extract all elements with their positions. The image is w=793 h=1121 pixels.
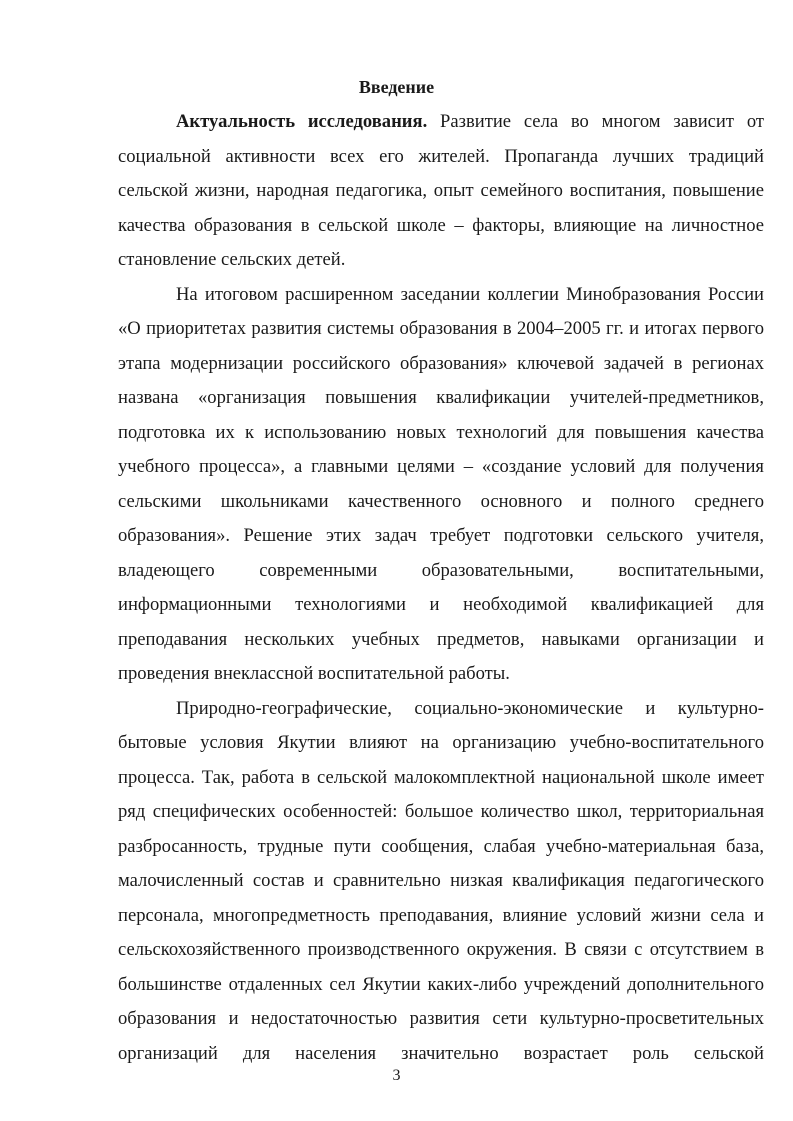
paragraph-text: Развитие села во многом зависит от социальной активности всех его жителей. Пропаганда лучших традиций сельской жизни, народная педагогика, опыт семейного воспитания, повышение качества образования в сельской школе – факторы, влияющие на личностное становление сельских детей.: [118, 111, 764, 270]
page-number: 3: [392, 1067, 401, 1084]
paragraph-relevance: [118, 105, 764, 278]
paragraph-lead: Актуальность исследования.: [176, 111, 428, 132]
paragraph-ministry: [118, 278, 764, 692]
body-text: [118, 105, 764, 1071]
paragraph-text: Природно-географические, социально-экономические и культурно-бытовые условия Якутии влияют на организацию учебно-воспитательного процесса. Так, работа в сельской малокомплектной национальной школе имеет ряд специфических особенностей: большое количество школ, территориальная разбросанность, трудные пути сообщения, слабая учебно-материальная база, малочисленный состав и сравнительно низкая квалификация педагогического персонала, многопредметность преподавания, влияние условий жизни села и сельскохозяйственного производственного окружения. В связи с отсутствием в большинстве отдаленных сел Якутии каких-либо учреждений дополнительного образования и недостаточностью развития сети культурно-просветительных организаций для населения значительно возрастает роль сельской: [118, 697, 764, 1064]
paragraph-yakutia: [118, 692, 764, 1072]
section-heading: Введение: [358, 77, 435, 97]
paragraph-text: На итоговом расширенном заседании коллегии Минобразования России «О приоритетах развития системы образования в 2004–2005 гг. и итогах первого этапа модернизации российского образования» ключевой задачей в регионах названа «организация повышения квалификации учителей-предметников, подготовка их к использованию новых технологий для повышения качества учебного процесса», а главными целями – «создание условий для получения сельскими школьниками качественного основного и полного среднего образования». Решение этих задач требует подготовки сельского учителя, владеющего современными образовательными, воспитательными, информационными технологиями и необходимой квалификацией для преподавания нескольких учебных предметов, навыками организации и проведения внеклассной воспитательной работы.: [118, 283, 764, 684]
